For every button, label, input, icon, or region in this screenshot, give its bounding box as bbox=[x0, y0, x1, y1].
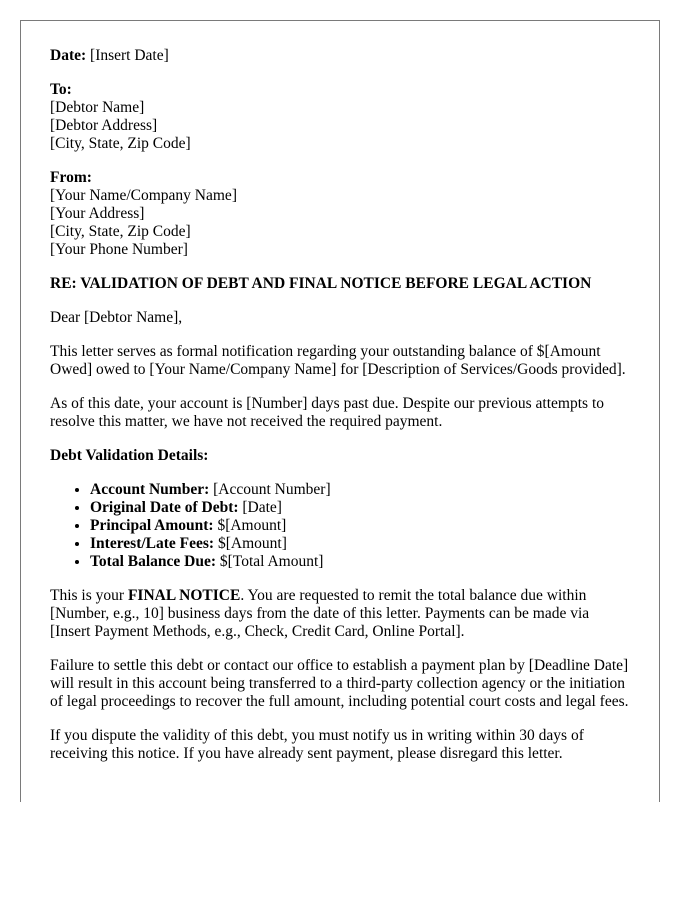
detail-value: $[Amount] bbox=[214, 535, 287, 552]
detail-label: Total Balance Due: bbox=[90, 553, 217, 570]
detail-value: $[Amount] bbox=[213, 517, 287, 534]
date-label: Date: bbox=[50, 47, 87, 64]
letter-page bbox=[20, 20, 660, 802]
to-line: [City, State, Zip Code] bbox=[50, 135, 191, 152]
to-label: To: bbox=[50, 81, 72, 98]
subject-line: RE: VALIDATION OF DEBT AND FINAL NOTICE BEFORE LEGAL ACTION bbox=[50, 275, 592, 292]
details-heading bbox=[50, 447, 631, 465]
details-heading-text: Debt Validation Details: bbox=[50, 447, 209, 464]
date-line bbox=[50, 47, 631, 65]
from-line: [City, State, Zip Code] bbox=[50, 223, 191, 240]
list-item bbox=[90, 535, 631, 553]
from-line: [Your Address] bbox=[50, 205, 145, 222]
list-item bbox=[90, 517, 631, 535]
recipient-block bbox=[50, 81, 631, 153]
date-value: [Insert Date] bbox=[86, 47, 169, 64]
sender-block bbox=[50, 169, 631, 259]
detail-label: Principal Amount: bbox=[90, 517, 214, 534]
paragraph-final-notice bbox=[50, 587, 631, 641]
list-item bbox=[90, 553, 631, 571]
from-line: [Your Phone Number] bbox=[50, 241, 188, 258]
paragraph-dispute: If you dispute the validity of this debt, you must notify us in writing within 30 days of receiving this notice. If you have already sent payment, please disregard this letter. bbox=[50, 727, 584, 762]
detail-label: Original Date of Debt: bbox=[90, 499, 239, 516]
paragraph-balance: This letter serves as formal notification regarding your outstanding balance of $[Amount Owed] owed to [Your Name/Company Name] for [Description of Services/Goods provided]. bbox=[50, 343, 626, 378]
detail-label: Interest/Late Fees: bbox=[90, 535, 215, 552]
final-notice-bold: FINAL NOTICE bbox=[127, 587, 241, 604]
salutation: Dear [Debtor Name], bbox=[50, 309, 183, 326]
details-list bbox=[50, 481, 631, 571]
to-line: [Debtor Name] bbox=[50, 99, 145, 116]
detail-label: Account Number: bbox=[90, 481, 210, 498]
detail-value: [Account Number] bbox=[209, 481, 331, 498]
paragraph-consequences: Failure to settle this debt or contact our office to establish a payment plan by [Deadline Date] will result in this account being transferred to a third-party collection agency or the initiation of legal proceedings to recover the full amount, including potential court costs and legal fees. bbox=[50, 657, 629, 710]
detail-value: $[Total Amount] bbox=[216, 553, 324, 570]
paragraph-past-due: As of this date, your account is [Number] days past due. Despite our previous attempts to resolve this matter, we have not received the required payment. bbox=[50, 395, 605, 430]
final-notice-post: . You are requested to remit the total balance due within [Number, e.g., 10] business days from the date of this letter. Payments can be made via [Insert Payment Methods, e.g., Check, Credit Card, Online Portal]. bbox=[50, 587, 590, 640]
detail-value: [Date] bbox=[238, 499, 282, 516]
list-item bbox=[90, 499, 631, 517]
to-line: [Debtor Address] bbox=[50, 117, 158, 134]
from-line: [Your Name/Company Name] bbox=[50, 187, 237, 204]
list-item bbox=[90, 481, 631, 499]
final-notice-pre: This is your bbox=[50, 587, 128, 604]
from-label: From: bbox=[50, 169, 92, 186]
